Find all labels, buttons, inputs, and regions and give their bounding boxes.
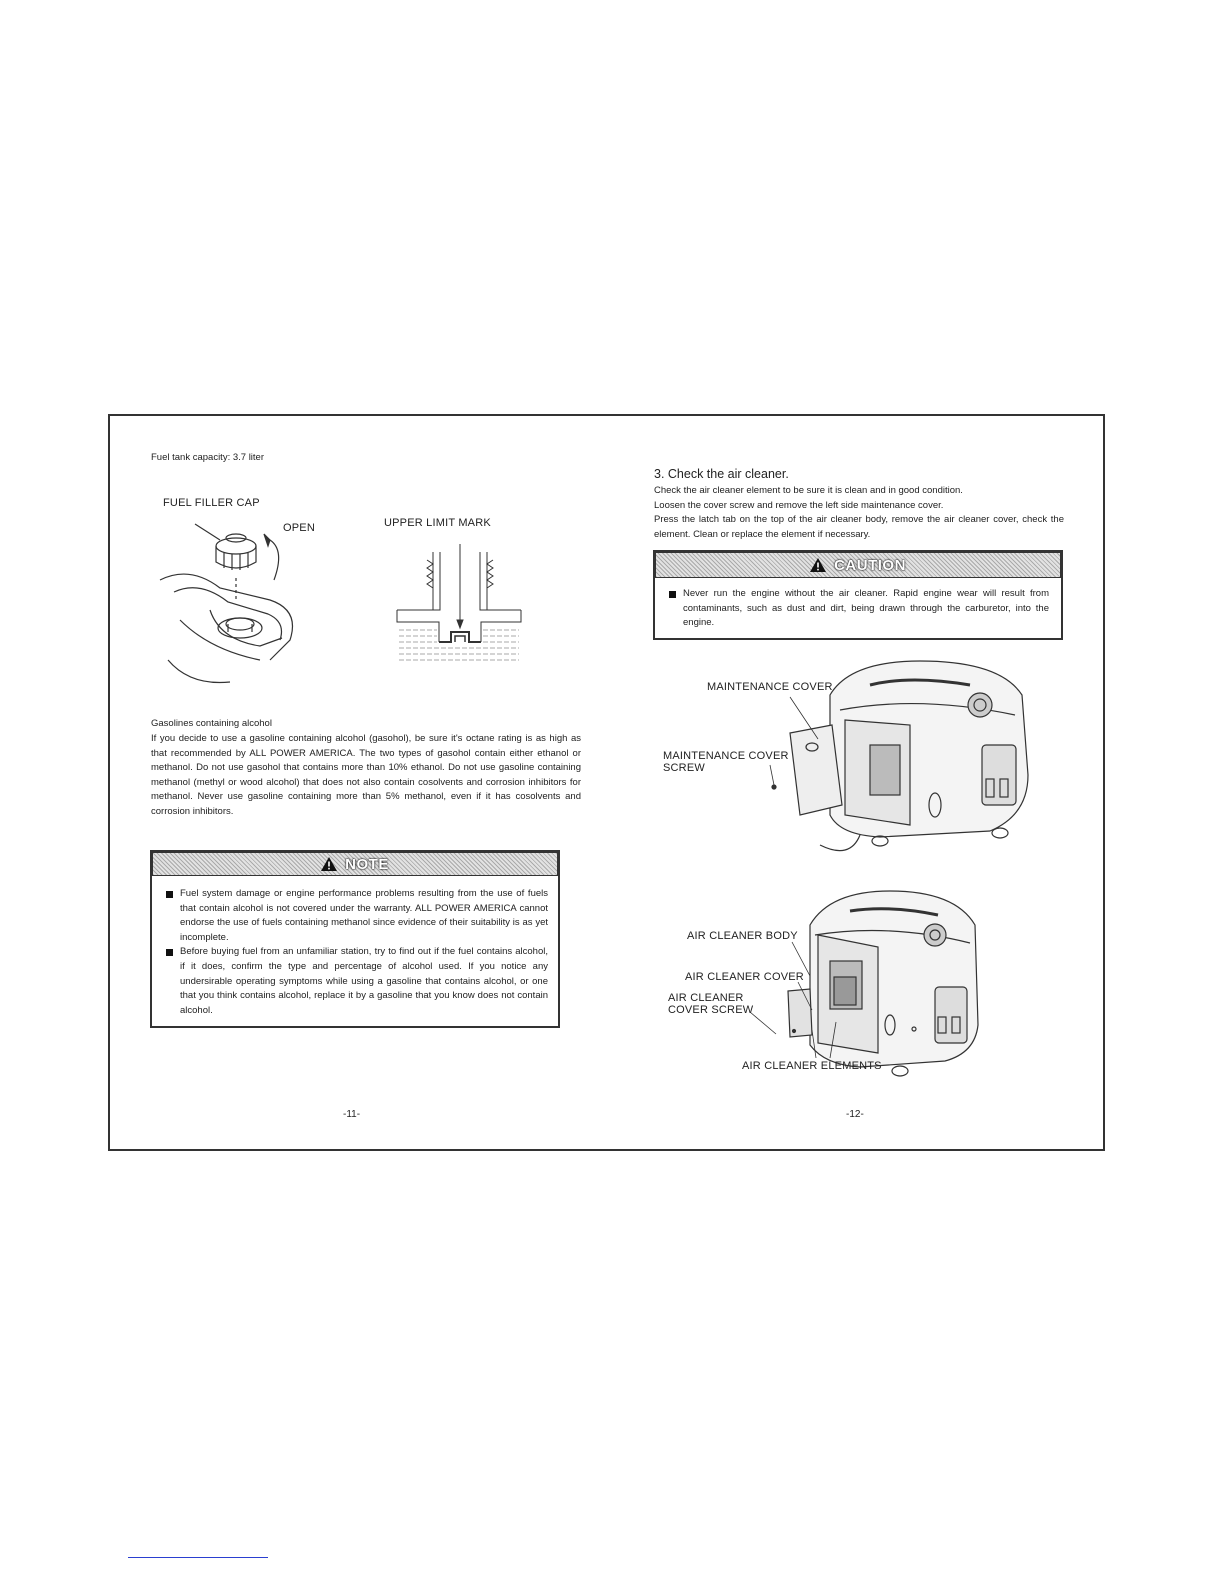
bullet-square-icon xyxy=(166,949,173,956)
label-line: AIR CLEANER xyxy=(668,992,744,1004)
upper-limit-mark-label: UPPER LIMIT MARK xyxy=(384,517,491,529)
label-line: COVER SCREW xyxy=(668,1004,754,1016)
note-title: NOTE xyxy=(345,855,389,873)
maintenance-cover-screw-label xyxy=(663,750,789,774)
caution-box xyxy=(653,550,1063,640)
note-item-text: Before buying fuel from an unfamiliar station, try to find out if the fuel contains alcohol, if it does, confirm the type and percentage of alcohol used. If you notice any undersirable operating symptoms while using a gasoline that contains alcohol, or one that you think contains alcohol, replace it by a gasoline that you know does not contain alcohol. xyxy=(180,946,548,1016)
air-cleaner-intro xyxy=(654,484,1064,542)
air-cleaner-heading: 3. Check the air cleaner. xyxy=(654,467,789,481)
note-item xyxy=(166,887,548,945)
intro-line: Check the air cleaner element to be sure it is clean and in good condition. xyxy=(654,485,963,496)
air-cleaner-cover-label: AIR CLEANER COVER xyxy=(685,971,804,983)
note-banner xyxy=(152,852,558,876)
intro-line: Press the latch tab on the top of the air cleaner body, remove the air cleaner cover, check the element. Clean or replace the element if necessary. xyxy=(654,514,1064,540)
note-item-text: Fuel system damage or engine performance problems resulting from the use of fuels that contain alcohol is not covered under the warranty. ALL POWER AMERICA cannot endorse the use of fuels containing methanol since evidence of their suitability is as yet incomplete. xyxy=(180,888,548,943)
warning-triangle-icon xyxy=(321,857,337,871)
label-line: MAINTENANCE COVER xyxy=(663,750,789,762)
page-number-right: -12- xyxy=(846,1109,864,1120)
gasolines-heading: Gasolines containing alcohol xyxy=(151,718,272,729)
upper-limit-mark-illustration xyxy=(395,540,525,665)
label-line: SCREW xyxy=(663,762,705,774)
page-number-left: -11- xyxy=(343,1109,361,1120)
note-item xyxy=(166,945,548,1018)
gasolines-body: If you decide to use a gasoline containing alcohol (gasohol), be sure it's octane rating is as high as that recommended by ALL POWER AMERICA. The two types of gasohol contain either ethanol or methanol. Do not use gasohol that contains more than 10% ethanol. Do not use gasoline containing methanol (methyl or wood alcohol) that does not also contain cosolvents and corrosion inhibitors for methanol. Never use gasoline containing more than 5% methanol, even if it has cosolvents and corrosion inhibitors. xyxy=(151,733,581,817)
air-cleaner-elements-label: AIR CLEANER ELEMENTS xyxy=(742,1060,882,1072)
intro-line: Loosen the cover screw and remove the left side maintenance cover. xyxy=(654,499,944,511)
fuel-filler-cap-label: FUEL FILLER CAP xyxy=(163,497,260,509)
caution-title: CAUTION xyxy=(834,556,906,574)
fuel-capacity-text: Fuel tank capacity: 3.7 liter xyxy=(151,452,264,463)
caution-item xyxy=(669,587,1049,631)
bullet-square-icon xyxy=(166,891,173,898)
air-cleaner-leader-lines xyxy=(740,930,860,1060)
air-cleaner-body-label: AIR CLEANER BODY xyxy=(687,930,798,942)
caution-banner xyxy=(655,552,1061,578)
note-box xyxy=(150,850,560,1028)
bullet-square-icon xyxy=(669,591,676,598)
open-label: OPEN xyxy=(283,522,315,534)
caution-item-text: Never run the engine without the air cleaner. Rapid engine wear will result from contaminants, such as dust and dirt, being drawn through the carburetor, into the engine. xyxy=(683,588,1049,629)
warning-triangle-icon xyxy=(810,558,826,572)
fuel-filler-cap-illustration xyxy=(150,510,320,690)
footer-rule xyxy=(128,1557,268,1558)
maintenance-cover-label: MAINTENANCE COVER xyxy=(707,681,833,693)
